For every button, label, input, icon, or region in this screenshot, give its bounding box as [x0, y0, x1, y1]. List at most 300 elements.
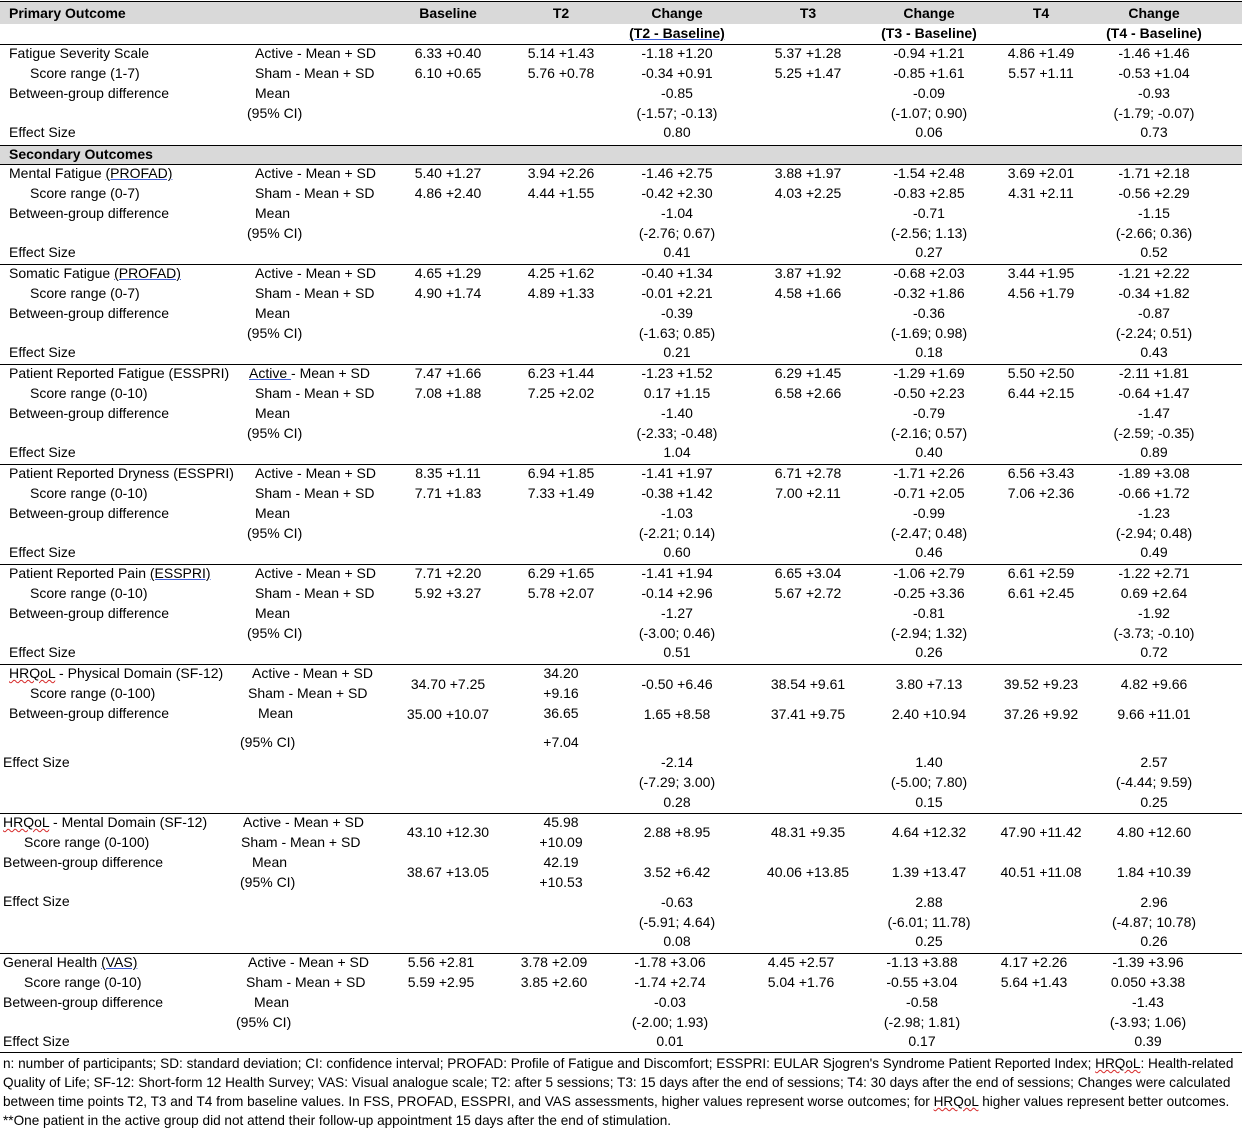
- change-c4-sham: -0.53 +1.04: [1118, 65, 1190, 81]
- change-c2-effect-size: 0.80: [663, 124, 691, 140]
- t2-value-line3: 36.65: [543, 705, 579, 721]
- t4-active: 4.86 +1.49: [1007, 45, 1075, 61]
- sham-group-label: Sham - Mean + SD: [255, 65, 375, 81]
- change-c3-mean: -0.09: [913, 85, 945, 101]
- baseline-sham: 7.08 +1.88: [414, 385, 482, 401]
- change-c2-ci: (-2.76; 0.67): [638, 225, 716, 241]
- change-c4-active: -1.39 +3.96: [1112, 954, 1184, 970]
- baseline-active: 5.40 +1.27: [414, 165, 482, 181]
- active-group-label: Active - Mean + SD: [255, 565, 376, 581]
- outcome-name: Patient Reported Dryness (ESSPRI): [9, 465, 234, 481]
- change-c4-effect-size: 0.43: [1140, 344, 1168, 360]
- change-c2-ci: (-1.63; 0.85): [638, 325, 716, 341]
- change-c3-mean: -0.81: [913, 605, 945, 621]
- outcome-name-abbrev: (ESSPRI): [149, 565, 211, 581]
- outcome-name: [9, 265, 181, 282]
- change-c3-effect-size: 0.25: [915, 933, 943, 949]
- change-c2-effect-size: 0.08: [663, 933, 691, 949]
- change-c2-active: -1.23 +1.52: [641, 365, 713, 381]
- secondary-band: [0, 145, 1242, 164]
- mean-label: Mean: [255, 205, 291, 221]
- effect-size-label: Effect Size: [9, 444, 76, 460]
- t4-header: T4: [1032, 5, 1050, 21]
- change-c4-active: 4.82 +9.66: [1120, 676, 1188, 692]
- active-group-label: Active - Mean + SD: [252, 665, 373, 681]
- t2-sham: 4.44 +1.55: [527, 185, 595, 201]
- baseline-active: 6.33 +0.40: [414, 45, 482, 61]
- outcome-name: Patient Reported Fatigue (ESSPRI): [9, 365, 230, 381]
- t2-header: T2: [552, 5, 570, 21]
- t3-active: 6.71 +2.78: [774, 465, 842, 481]
- mean-label: Mean: [258, 705, 294, 721]
- change-c4-sham: -0.64 +1.47: [1118, 385, 1190, 401]
- change-c3-sham: 1.39 +13.47: [891, 864, 967, 880]
- sham-group-label: Sham - Mean + SD: [246, 974, 366, 990]
- change-c4-sham: 0.69 +2.64: [1120, 585, 1188, 601]
- t3-active: 6.29 +1.45: [774, 365, 842, 381]
- change-c3-mean: 1.40: [915, 754, 943, 770]
- sham-group-label: Sham - Mean + SD: [255, 585, 375, 601]
- change-c4-effect-size: 0.72: [1140, 644, 1168, 660]
- t4-active: 39.52 +9.23: [1003, 676, 1079, 692]
- t3-header: T3: [799, 5, 817, 21]
- change-c2-mean: -0.85: [661, 85, 693, 101]
- active-group-word: Active: [249, 365, 292, 381]
- t4-sham: 40.51 +11.08: [1000, 864, 1082, 880]
- change-c3-sham: -0.85 +1.61: [893, 65, 965, 81]
- score-range: Score range (0-10): [24, 974, 142, 990]
- change-c4-effect-size: 0.39: [1134, 1033, 1162, 1049]
- t2-active: 4.25 +1.62: [527, 265, 595, 281]
- effect-size-label: Effect Size: [3, 893, 70, 909]
- t2-sham: 3.85 +2.60: [520, 974, 588, 990]
- active-group-label: Active - Mean + SD: [248, 954, 369, 970]
- change-t2-header: Change: [651, 5, 703, 21]
- t4-sham: 4.31 +2.11: [1008, 185, 1074, 201]
- change-c4-ci: (-2.66; 0.36): [1115, 225, 1193, 241]
- outcome-name-text: - Physical Domain (SF-12): [55, 665, 224, 681]
- change-c2-sham: -0.14 +2.96: [641, 585, 713, 601]
- secondary-rule-top: [0, 145, 1242, 146]
- change-c4-active: -1.71 +2.18: [1118, 165, 1190, 181]
- t2-value-line1: 45.98: [543, 814, 579, 830]
- between-group-label: Between-group difference: [3, 994, 164, 1010]
- sham-group-label: Sham - Mean + SD: [255, 285, 375, 301]
- baseline-active: 5.56 +2.81: [407, 954, 475, 970]
- active-group-label: Active - Mean + SD: [243, 814, 364, 830]
- change-c4-mean: 2.57: [1140, 754, 1168, 770]
- active-group-rest: - Mean + SD: [291, 365, 370, 381]
- change-c3-effect-size: 0.06: [915, 124, 943, 140]
- t2-value-line2: +10.09: [539, 834, 583, 850]
- outcome-name: [3, 954, 137, 971]
- change-c2-mean: -0.39: [661, 305, 693, 321]
- change-c4-sham: -0.56 +2.29: [1118, 185, 1190, 201]
- change-c2-mean: -1.27: [661, 605, 693, 621]
- rule: [0, 1052, 1242, 1053]
- t3-active: 3.87 +1.92: [774, 265, 842, 281]
- t3-sham: 5.67 +2.72: [774, 585, 842, 601]
- change-c4-effect-size: 0.89: [1140, 444, 1168, 460]
- t4-sham: 6.44 +2.15: [1007, 385, 1075, 401]
- change-c3-effect-size: 0.26: [915, 644, 943, 660]
- change-c2-sham: -0.38 +1.42: [641, 485, 713, 501]
- baseline-active: 4.65 +1.29: [414, 265, 482, 281]
- t3-active: 38.54 +9.61: [770, 676, 846, 692]
- change-c2-sham: -0.01 +2.21: [641, 285, 713, 301]
- change-c4-mean: -1.23: [1138, 505, 1170, 521]
- change-c3-sham: -0.32 +1.86: [893, 285, 965, 301]
- ci-label: (95% CI): [247, 625, 303, 641]
- change-c3-active: -1.06 +2.79: [893, 565, 965, 581]
- change-c4-sham: 0.050 +3.38: [1110, 974, 1186, 990]
- t2-active: 3.78 +2.09: [520, 954, 588, 970]
- outcome-name: [3, 814, 207, 831]
- primary-outcome-header: Primary Outcome: [9, 5, 126, 21]
- change-c4-ci: (-4.87; 10.78): [1111, 914, 1197, 930]
- change-c3-ci: (-2.94; 1.32): [890, 625, 968, 641]
- change-c4-effect-size: 0.49: [1140, 544, 1168, 560]
- change-c3-active: -1.29 +1.69: [893, 365, 965, 381]
- sham-group-label: Sham - Mean + SD: [255, 485, 375, 501]
- change-c3-active: -0.68 +2.03: [893, 265, 965, 281]
- effect-size-label: Effect Size: [9, 544, 76, 560]
- change-c2-mean: -1.04: [661, 205, 693, 221]
- change-c3-effect-size: 0.15: [915, 794, 943, 810]
- baseline-sham: 35.00 +10.07: [406, 706, 490, 722]
- change-c3-sham: -0.83 +2.85: [893, 185, 965, 201]
- change-c3-mean: -0.36: [913, 305, 945, 321]
- outcome-name-text: Patient Reported Pain: [9, 565, 150, 581]
- change-c4-mean: 2.96: [1140, 894, 1168, 910]
- t3-active: 4.45 +2.57: [767, 954, 835, 970]
- active-group-label: Active - Mean + SD: [255, 265, 376, 281]
- sham-group-label: Sham - Mean + SD: [255, 385, 375, 401]
- table-footnote: [3, 1054, 1241, 1130]
- ci-label: (95% CI): [236, 1014, 292, 1030]
- active-group-label: Active - Mean + SD: [255, 165, 376, 181]
- t3-active: 6.65 +3.04: [774, 565, 842, 581]
- baseline-sham: 4.90 +1.74: [414, 285, 482, 301]
- change-c4-effect-size: 0.25: [1140, 794, 1168, 810]
- change-c3-mean: -0.79: [913, 405, 945, 421]
- change-c2-effect-size: 0.28: [663, 794, 691, 810]
- change-c4-sham: 1.84 +10.39: [1116, 864, 1192, 880]
- t2-sham: 5.78 +2.07: [527, 585, 595, 601]
- effect-size-label: Effect Size: [9, 344, 76, 360]
- t2-active: 3.94 +2.26: [527, 165, 595, 181]
- outcome-name-abbrev: (VAS): [101, 954, 138, 970]
- t2-active: 6.29 +1.65: [527, 565, 595, 581]
- change-c3-mean: -0.58: [906, 994, 938, 1010]
- ci-label: (95% CI): [247, 325, 303, 341]
- change-c2-active: 2.88 +8.95: [643, 824, 711, 840]
- between-group-label: Between-group difference: [9, 705, 170, 721]
- change-c4-mean: -0.93: [1138, 85, 1170, 101]
- footnote-part1: n: number of participants; SD: standard deviation; CI: confidence interval; PROFAD: Profile of Fatigue and Discomfort; ESSPRI: EULAR Sjogren's Syndrome Patient Reported Index;: [3, 1056, 1096, 1071]
- change-t3-header: Change: [903, 5, 955, 21]
- t2-value-line1: 34.20: [543, 665, 579, 681]
- change-c2-sham: 0.17 +1.15: [643, 385, 711, 401]
- between-group-label: Between-group difference: [9, 205, 170, 221]
- change-c3-effect-size: 0.46: [915, 544, 943, 560]
- baseline-sham: 4.86 +2.40: [414, 185, 482, 201]
- change-c4-ci: (-3.73; -0.10): [1113, 625, 1195, 641]
- between-group-label: Between-group difference: [9, 305, 170, 321]
- t4-active: 5.50 +2.50: [1007, 365, 1075, 381]
- baseline-active: 8.35 +1.11: [415, 465, 481, 481]
- change-c2-sham: -1.74 +2.74: [634, 974, 706, 990]
- change-c2-active: -1.41 +1.94: [641, 565, 713, 581]
- change-c4-effect-size: 0.73: [1140, 124, 1168, 140]
- change-c2-ci: (-3.00; 0.46): [638, 625, 716, 641]
- change-c4-mean: -1.47: [1138, 405, 1170, 421]
- outcome-name-abbrev: (PROFAD): [105, 165, 173, 181]
- outcome-name: Fatigue Severity Scale: [9, 45, 150, 61]
- change-t2-subheader: (T2 - Baseline): [629, 25, 725, 41]
- between-group-label: Between-group difference: [9, 405, 170, 421]
- t4-active: 6.56 +3.43: [1007, 465, 1075, 481]
- mean-label: Mean: [252, 854, 288, 870]
- baseline-sham: 5.59 +2.95: [407, 974, 475, 990]
- change-c2-ci: (-1.57; -0.13): [636, 105, 718, 121]
- change-c2-mean: -0.63: [661, 894, 693, 910]
- footnote-hrqol-1: HRQoL: [1095, 1056, 1141, 1071]
- change-c4-ci: (-1.79; -0.07): [1113, 105, 1195, 121]
- change-c2-ci: (-2.00; 1.93): [631, 1014, 709, 1030]
- change-c2-active: -0.50 +6.46: [641, 676, 713, 692]
- baseline-active: 7.47 +1.66: [414, 365, 482, 381]
- between-group-label: Between-group difference: [9, 505, 170, 521]
- change-c4-active: -1.22 +2.71: [1118, 565, 1190, 581]
- mean-label: Mean: [255, 505, 291, 521]
- t4-sham: 6.61 +2.45: [1007, 585, 1075, 601]
- active-group-label: Active - Mean + SD: [255, 45, 376, 61]
- change-c2-ci: (-7.29; 3.00): [638, 774, 716, 790]
- baseline-sham: 38.67 +13.05: [406, 864, 490, 880]
- t3-sham: 4.58 +1.66: [774, 285, 842, 301]
- change-c4-sham: 9.66 +11.01: [1117, 706, 1191, 722]
- change-t4-header: Change: [1128, 5, 1180, 21]
- t4-active: 3.44 +1.95: [1007, 265, 1075, 281]
- outcome-name-text: General Health: [3, 954, 102, 970]
- change-c3-ci: (-6.01; 11.78): [887, 914, 971, 930]
- change-c2-effect-size: 0.21: [663, 344, 691, 360]
- outcome-name-text: Mental Fatigue: [9, 165, 106, 181]
- change-c4-active: -1.21 +2.22: [1118, 265, 1190, 281]
- score-range: Score range (0-7): [30, 285, 140, 301]
- ci-label: (95% CI): [247, 105, 303, 121]
- effect-size-label: Effect Size: [3, 1033, 70, 1049]
- effect-size-label: Effect Size: [9, 124, 76, 140]
- change-c2-ci: (-2.33; -0.48): [636, 425, 718, 441]
- change-c3-sham: -0.55 +3.04: [886, 974, 958, 990]
- outcome-name-abbrev: HRQoL: [9, 665, 56, 681]
- t3-sham: 4.03 +2.25: [774, 185, 842, 201]
- ci-label: (95% CI): [247, 225, 303, 241]
- change-c4-sham: -0.34 +1.82: [1118, 285, 1190, 301]
- t3-sham: 7.00 +2.11: [775, 485, 841, 501]
- change-c4-mean: -1.43: [1132, 994, 1164, 1010]
- score-range: Score range (0-10): [30, 385, 148, 401]
- t3-active: 5.37 +1.28: [774, 45, 842, 61]
- baseline-active: 7.71 +2.20: [414, 565, 482, 581]
- change-c3-ci: (-2.47; 0.48): [890, 525, 968, 541]
- outcome-name-abbrev: (PROFAD): [114, 265, 181, 281]
- change-c4-mean: -1.92: [1138, 605, 1170, 621]
- active-group-label: [249, 365, 370, 382]
- change-c2-effect-size: 1.04: [663, 444, 691, 460]
- ci-label: (95% CI): [240, 734, 296, 750]
- score-range: Score range (0-10): [30, 485, 148, 501]
- change-c4-ci: (-4.44; 9.59): [1115, 774, 1193, 790]
- change-c2-sham: 1.65 +8.58: [643, 706, 711, 722]
- change-c3-ci: (-2.16; 0.57): [890, 425, 968, 441]
- change-c4-ci: (-2.59; -0.35): [1113, 425, 1195, 441]
- mean-label: Mean: [255, 85, 291, 101]
- mean-label: Mean: [255, 305, 291, 321]
- outcome-name-abbrev: HRQoL: [3, 814, 50, 830]
- t2-active: 6.94 +1.85: [527, 465, 595, 481]
- secondary-outcomes-title: Secondary Outcomes: [9, 146, 153, 162]
- mean-label: Mean: [255, 405, 291, 421]
- effect-size-label: Effect Size: [9, 244, 76, 260]
- t4-active: 4.17 +2.26: [1000, 954, 1068, 970]
- t2-sham: 7.25 +2.02: [527, 385, 595, 401]
- header-band: [0, 1, 1242, 24]
- change-c4-active: -1.89 +3.08: [1118, 465, 1190, 481]
- score-range: Score range (1-7): [30, 65, 140, 81]
- baseline-active: 43.10 +12.30: [406, 824, 490, 840]
- t3-sham: 6.58 +2.66: [774, 385, 842, 401]
- change-c3-active: -1.13 +3.88: [886, 954, 958, 970]
- t4-sham: 5.64 +1.43: [1000, 974, 1068, 990]
- change-c2-effect-size: 0.60: [663, 544, 691, 560]
- outcome-name: [9, 165, 172, 182]
- change-c2-effect-size: 0.01: [656, 1033, 684, 1049]
- baseline-sham: 6.10 +0.65: [414, 65, 482, 81]
- outcome-name-text: - Mental Domain (SF-12): [49, 814, 208, 830]
- change-c3-effect-size: 0.27: [915, 244, 943, 260]
- mean-label: Mean: [254, 994, 290, 1010]
- t3-sham: 37.41 +9.75: [770, 706, 846, 722]
- change-c3-effect-size: 0.40: [915, 444, 943, 460]
- t2-value-line4: +10.53: [539, 874, 583, 890]
- t2-value-line4: +7.04: [543, 734, 579, 750]
- change-c4-active: 4.80 +12.60: [1116, 824, 1192, 840]
- baseline-sham: 7.71 +1.83: [414, 485, 482, 501]
- change-c2-active: -1.41 +1.97: [641, 465, 713, 481]
- t4-active: 3.69 +2.01: [1007, 165, 1075, 181]
- score-range: Score range (0-7): [30, 185, 140, 201]
- t4-sham: 5.57 +1.11: [1008, 65, 1074, 81]
- change-c2-sham: 3.52 +6.42: [643, 864, 711, 880]
- ci-label: (95% CI): [247, 525, 303, 541]
- change-c4-effect-size: 0.52: [1140, 244, 1168, 260]
- sham-group-label: Sham - Mean + SD: [248, 685, 368, 701]
- change-c3-effect-size: 0.18: [915, 344, 943, 360]
- t3-active: 48.31 +9.35: [770, 824, 846, 840]
- t4-sham: 7.06 +2.36: [1007, 485, 1075, 501]
- change-c4-active: -2.11 +1.81: [1118, 365, 1190, 381]
- change-t4-subheader: (T4 - Baseline): [1106, 25, 1202, 41]
- change-c2-mean: -1.40: [661, 405, 693, 421]
- baseline-header: Baseline: [419, 5, 477, 21]
- change-t3-subheader: (T3 - Baseline): [881, 25, 977, 41]
- change-c3-active: -0.94 +1.21: [893, 45, 965, 61]
- change-c2-active: -1.78 +3.06: [634, 954, 706, 970]
- change-c3-sham: -0.50 +2.23: [893, 385, 965, 401]
- change-c3-mean: 2.88: [915, 894, 943, 910]
- score-range: Score range (0-10): [30, 585, 148, 601]
- active-group-label: Active - Mean + SD: [255, 465, 376, 481]
- between-group-label: Between-group difference: [9, 85, 170, 101]
- change-c3-sham: -0.25 +3.36: [893, 585, 965, 601]
- change-c2-active: -0.40 +1.34: [641, 265, 713, 281]
- change-c4-effect-size: 0.26: [1140, 933, 1168, 949]
- change-c4-mean: -0.87: [1138, 305, 1170, 321]
- ci-label: (95% CI): [240, 874, 296, 890]
- change-c3-sham: 2.40 +10.94: [891, 706, 967, 722]
- change-c3-active: -1.54 +2.48: [893, 165, 965, 181]
- effect-size-label: Effect Size: [9, 644, 76, 660]
- change-c2-sham: -0.34 +0.91: [641, 65, 713, 81]
- t4-active: 47.90 +11.42: [1000, 824, 1082, 840]
- t4-active: 6.61 +2.59: [1007, 565, 1075, 581]
- change-c2-mean: -1.03: [661, 505, 693, 521]
- footnote-hrqol-2: HRQoL: [933, 1094, 979, 1109]
- change-c4-ci: (-3.93; 1.06): [1109, 1014, 1187, 1030]
- change-c3-mean: -0.99: [913, 505, 945, 521]
- change-c3-active: 4.64 +12.32: [891, 824, 967, 840]
- t4-sham: 4.56 +1.79: [1007, 285, 1075, 301]
- change-c2-active: -1.18 +1.20: [641, 45, 713, 61]
- t2-sham: 7.33 +1.49: [527, 485, 595, 501]
- footnote-part2: : Health-related Quality of Life; SF-12: Short-form 12 Health Survey; VAS: Visual analogue scale; T2: after 5 sessions; T3: 15 days after the end of sessions; T4: 30 days after the end of sessions; Changes were calculated between time points T2, T3 and T4 from baseline values. In FSS, PROFAD, ESSPRI, and VAS assessments, higher values represent worse outcomes; for: [3, 1056, 1234, 1109]
- t2-value-line3: 42.19: [543, 854, 579, 870]
- change-c3-ci: (-2.56; 1.13): [890, 225, 968, 241]
- change-c2-ci: (-5.91; 4.64): [638, 914, 716, 930]
- change-c2-active: -1.46 +2.75: [641, 165, 713, 181]
- outcome-name: [9, 565, 211, 582]
- change-c3-ci: (-2.98; 1.81): [883, 1014, 961, 1030]
- baseline-active: 34.70 +7.25: [410, 676, 486, 692]
- outcome-name-text: Somatic Fatigue: [9, 265, 115, 281]
- t2-sham: 5.76 +0.78: [527, 65, 595, 81]
- t3-sham: 5.25 +1.47: [774, 65, 842, 81]
- change-c2-effect-size: 0.51: [663, 644, 691, 660]
- change-c3-active: 3.80 +7.13: [895, 676, 963, 692]
- t2-active: 5.14 +1.43: [527, 45, 595, 61]
- t3-active: 3.88 +1.97: [774, 165, 842, 181]
- change-c4-ci: (-2.94; 0.48): [1115, 525, 1193, 541]
- sham-group-label: Sham - Mean + SD: [241, 834, 361, 850]
- score-range: Score range (0-100): [24, 834, 150, 850]
- effect-size-label: Effect Size: [3, 754, 70, 770]
- change-c2-sham: -0.42 +2.30: [641, 185, 713, 201]
- change-c2-mean: -2.14: [661, 754, 693, 770]
- sham-group-label: Sham - Mean + SD: [255, 185, 375, 201]
- t3-sham: 40.06 +13.85: [766, 864, 850, 880]
- t4-sham: 37.26 +9.92: [1003, 706, 1079, 722]
- change-c4-ci: (-2.24; 0.51): [1115, 325, 1193, 341]
- footnote-part3: higher values represent better outcomes. **One patient in the active group did not attend their follow-up appointment 15 days after the end of stimulation.: [3, 1094, 1230, 1128]
- change-c3-ci: (-5.00; 7.80): [890, 774, 968, 790]
- t3-sham: 5.04 +1.76: [767, 974, 835, 990]
- change-c2-effect-size: 0.41: [663, 244, 691, 260]
- baseline-sham: 5.92 +3.27: [414, 585, 482, 601]
- change-c3-sham: -0.71 +2.05: [893, 485, 965, 501]
